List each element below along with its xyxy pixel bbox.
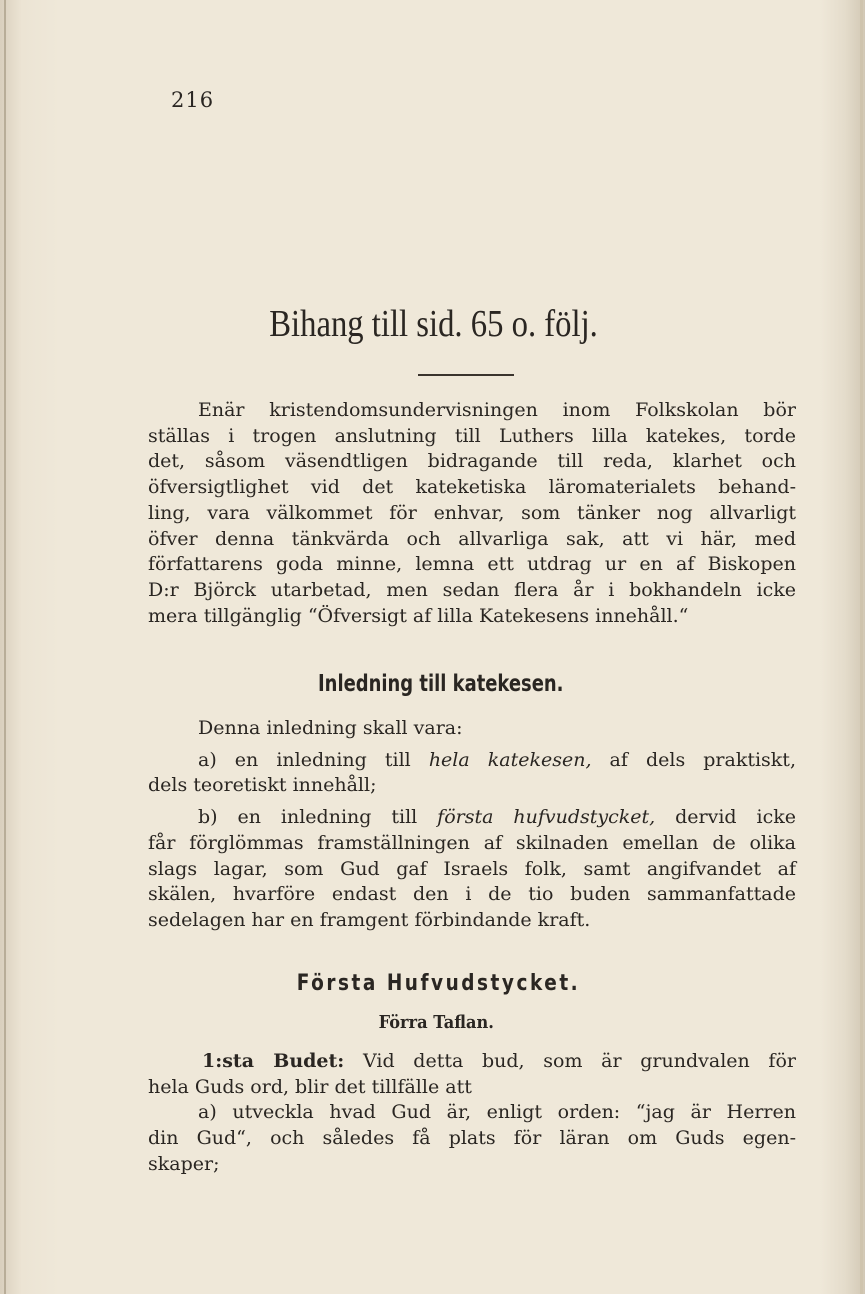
heading-inledning: Inledning till katekesen.: [317, 671, 564, 697]
item-b-emphasis: första hufvudstycket,: [437, 806, 656, 829]
item-a-suffix: af dels praktiskt,: [591, 748, 796, 771]
text-line: det, såsom väsendtligen bidragande till reda, klarhet och: [148, 450, 796, 473]
page-right-edge: [860, 0, 863, 1294]
item-a-line: [148, 748, 796, 774]
item-a-prefix: a) en inledning till: [198, 748, 429, 771]
subheading-forra-taflan: Förra Taflan.: [378, 1012, 494, 1033]
heading-forsta-hufvudstycket: Första Hufvudstycket.: [296, 971, 581, 996]
text-line: D:r Björck utarbetad, men sedan flera år i bokhandeln icke: [148, 578, 796, 601]
intro-paragraph: [148, 398, 796, 629]
text-line: sedelagen har en framgent förbindande kraft.: [148, 908, 591, 931]
text-line: mera tillgänglig “Öfversigt af lilla Katekesens innehåll.“: [148, 604, 689, 627]
budet-label: 1:sta Budet:: [202, 1050, 345, 1072]
page-spine-edge: [4, 0, 6, 1294]
text-line: ling, vara välkommet för enhvar, som tänker nog allvarligt: [148, 501, 796, 524]
text-line: skälen, hvarföre endast den i de tio buden sammanfattade: [148, 883, 796, 906]
text-line: dels teoretiskt innehåll;: [148, 774, 377, 797]
text-line: hela Guds ord, blir det tillfälle att: [148, 1075, 472, 1098]
item-b-line: [148, 805, 796, 831]
text-line: ställas i trogen anslutning till Luthers lilla katekes, torde: [148, 424, 796, 447]
text-line: skaper;: [148, 1152, 220, 1175]
page-title: Bihang till sid. 65 o. följ.: [269, 303, 598, 345]
item-a-emphasis: hela katekesen,: [428, 748, 592, 771]
text-line: öfversigtlighet vid det kateketiska läromaterialets behand-: [148, 476, 796, 499]
text-line: a) utveckla hvad Gud är, enligt orden: “jag är Herren: [198, 1101, 796, 1124]
text-line: Enär kristendomsundervisningen inom Folkskolan bör: [198, 399, 796, 421]
text-line: får förglömmas framställningen af skilnaden emellan de olika: [148, 831, 796, 854]
page-number: 216: [171, 88, 215, 112]
text-line: Denna inledning skall vara:: [198, 717, 463, 739]
text-line: öfver denna tänkvärda och allvarliga sak, att vi här, med: [148, 527, 796, 550]
forsta-paragraph: [148, 1049, 796, 1178]
budet-line: [148, 1049, 796, 1075]
title-divider: [418, 374, 514, 376]
text-line: slags lagar, som Gud gaf Israels folk, samt angifvandet af: [148, 857, 796, 880]
item-b-suffix: dervid icke: [655, 806, 796, 829]
item-b-prefix: b) en inledning till: [198, 806, 438, 829]
inledning-paragraph: [148, 716, 796, 934]
budet-text: Vid detta bud, som är grundvalen för: [344, 1050, 796, 1072]
text-line: din Gud“, och således få plats för läran om Guds egen-: [148, 1127, 796, 1150]
text-line: författarens goda minne, lemna ett utdrag ur en af Biskopen: [148, 553, 796, 576]
